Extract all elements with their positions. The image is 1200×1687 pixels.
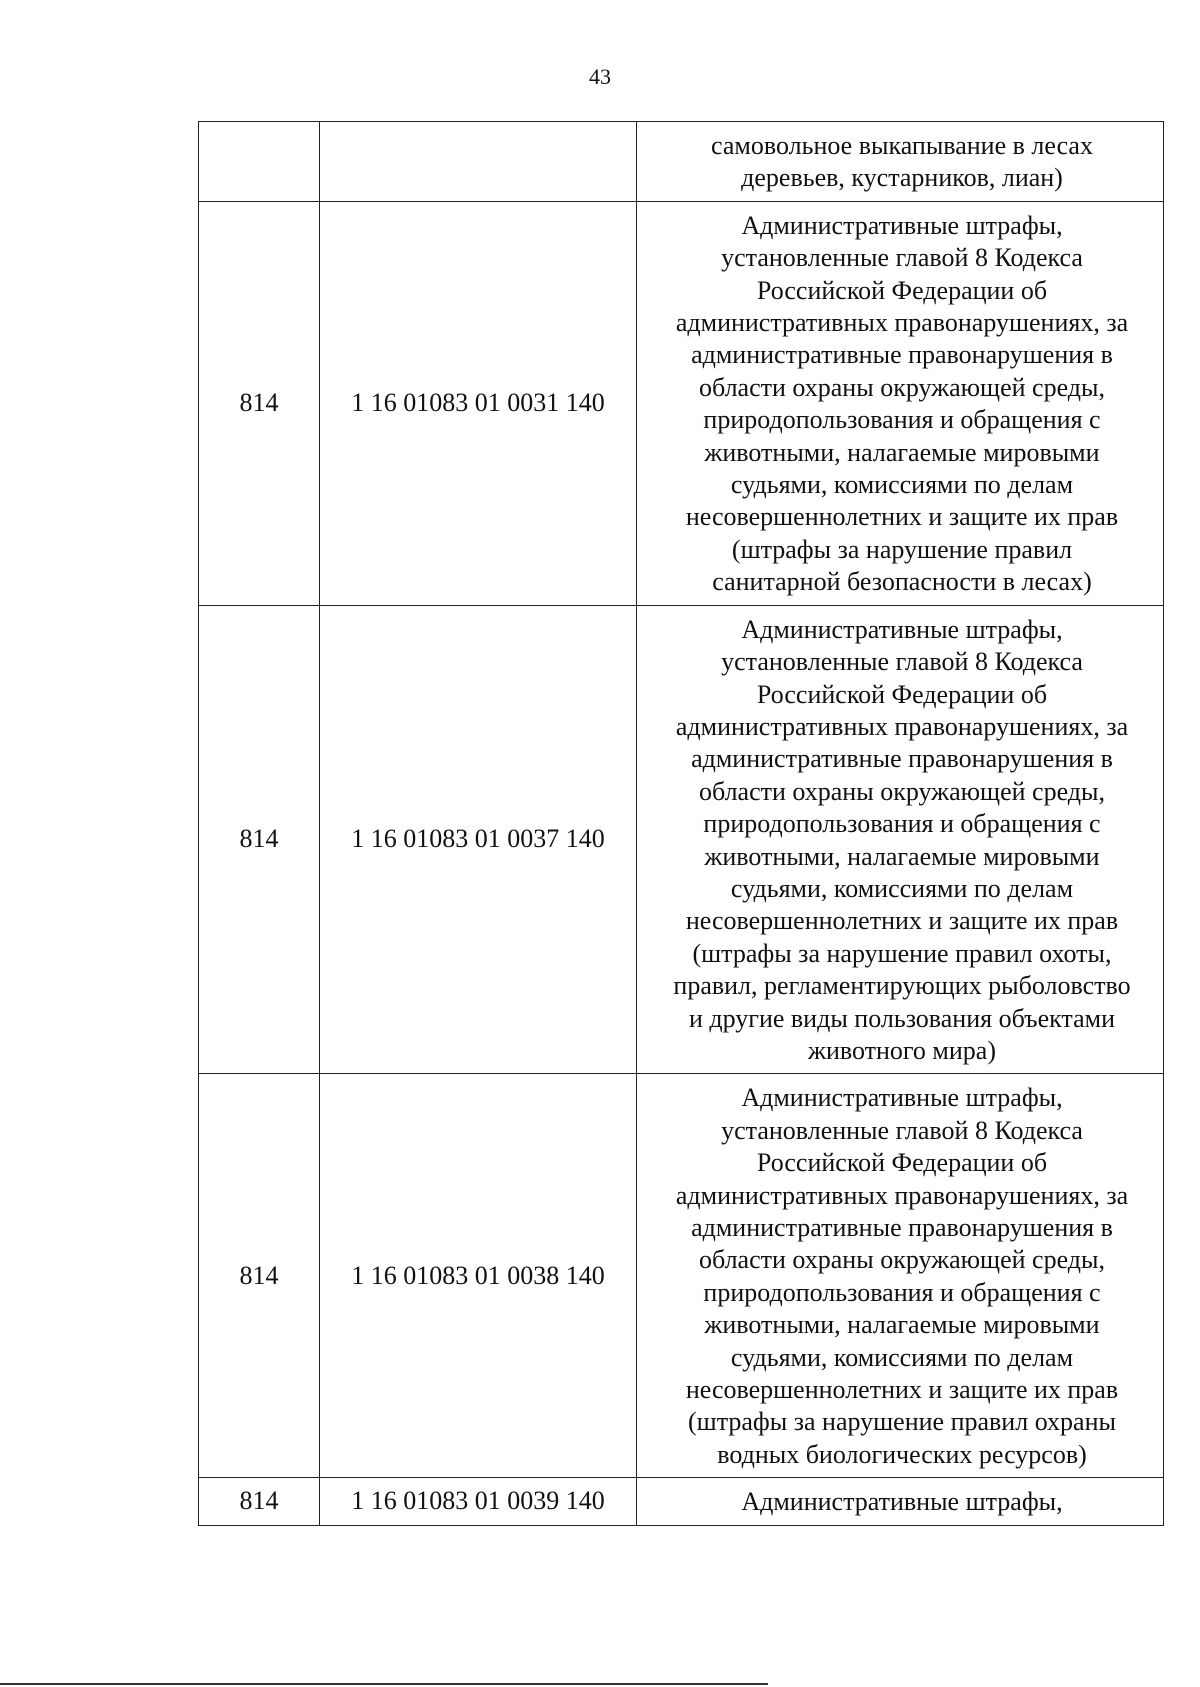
description-line: животного мира) bbox=[808, 1035, 996, 1065]
description-line: природопользования и обращения с bbox=[703, 809, 1101, 839]
description-line: области охраны окружающей среды, bbox=[699, 372, 1105, 402]
description-line: природопользования и обращения с bbox=[703, 1277, 1101, 1307]
description-line: установленные главой 8 Кодекса bbox=[721, 243, 1083, 273]
budget-code-cell: 1 16 01083 01 0039 140 bbox=[320, 1478, 637, 1525]
bottom-rule bbox=[0, 1683, 768, 1685]
admin-code-cell: 814 bbox=[199, 1074, 320, 1478]
admin-code-cell: 814 bbox=[199, 201, 320, 605]
description-line: и другие виды пользования объектами bbox=[688, 1003, 1116, 1033]
description-line: установленные главой 8 Кодекса bbox=[721, 1115, 1083, 1145]
description-line: Российской Федерации об bbox=[756, 679, 1048, 709]
description-line: Административные штрафы, bbox=[741, 614, 1063, 644]
description-line: административные правонарушения в bbox=[691, 1213, 1113, 1242]
table-row bbox=[199, 1074, 1164, 1478]
description-line: административных правонарушениях, за bbox=[675, 1180, 1129, 1210]
budget-code-cell: 1 16 01083 01 0037 140 bbox=[320, 605, 637, 1074]
table-row bbox=[199, 201, 1164, 605]
description-line: административные правонарушения в bbox=[691, 744, 1113, 774]
description-line: природопользования и обращения с bbox=[703, 405, 1101, 435]
description-cell bbox=[637, 1074, 1164, 1478]
description-line: административных правонарушениях, за bbox=[675, 308, 1129, 338]
admin-code-cell bbox=[199, 122, 320, 202]
description-line: судьями, комиссиями по делам bbox=[730, 1342, 1074, 1372]
description-cell bbox=[637, 1478, 1164, 1525]
description-line: санитарной безопасности в лесах) bbox=[712, 567, 1092, 597]
table-row bbox=[199, 122, 1164, 202]
budget-code-cell: 1 16 01083 01 0031 140 bbox=[320, 201, 637, 605]
description-line: несовершеннолетних и защите их прав bbox=[685, 1375, 1119, 1405]
description-line: (штрафы за нарушение правил охраны bbox=[688, 1407, 1116, 1437]
description-line: (штрафы за нарушение правил охоты, bbox=[692, 938, 1112, 968]
description-line: Административные штрафы, bbox=[741, 1083, 1063, 1113]
description-line: несовершеннолетних и защите их прав bbox=[685, 502, 1119, 532]
description-line: области охраны окружающей среды, bbox=[699, 1245, 1105, 1275]
description-cell bbox=[637, 605, 1164, 1074]
description-line: административных правонарушениях, за bbox=[675, 711, 1129, 741]
budget-codes-table bbox=[198, 121, 1164, 1526]
table-row bbox=[199, 1478, 1164, 1525]
description-line: административные правонарушения в bbox=[691, 340, 1113, 370]
description-line: водных биологических ресурсов) bbox=[717, 1439, 1087, 1469]
description-line: судьями, комиссиями по делам bbox=[730, 470, 1074, 500]
budget-code-cell: 1 16 01083 01 0038 140 bbox=[320, 1074, 637, 1478]
description-line: животными, налагаемые мировыми bbox=[704, 437, 1100, 467]
page-number: 43 bbox=[589, 64, 611, 89]
description-line: Административные штрафы, bbox=[741, 210, 1063, 240]
admin-code-cell: 814 bbox=[199, 605, 320, 1074]
budget-code-cell bbox=[320, 122, 637, 202]
description-line: установленные главой 8 Кодекса bbox=[721, 647, 1083, 677]
description-line: животными, налагаемые мировыми bbox=[704, 1310, 1100, 1340]
description-line: деревьев, кустарников, лиан) bbox=[741, 163, 1063, 193]
admin-code-cell: 814 bbox=[199, 1478, 320, 1525]
description-line: несовершеннолетних и защите их прав bbox=[685, 906, 1119, 936]
description-line: Российской Федерации об bbox=[756, 275, 1048, 305]
description-line: Административные штрафы, bbox=[741, 1487, 1063, 1517]
description-line: (штрафы за нарушение правил bbox=[731, 534, 1073, 564]
description-line: самовольное выкапывание в лесах bbox=[711, 131, 1093, 160]
description-cell bbox=[637, 201, 1164, 605]
description-line: области охраны окружающей среды, bbox=[699, 776, 1105, 806]
description-line: судьями, комиссиями по делам bbox=[730, 873, 1074, 903]
description-line: правил, регламентирующих рыболовство bbox=[673, 971, 1131, 1001]
description-line: животными, налагаемые мировыми bbox=[704, 841, 1100, 871]
table-row bbox=[199, 605, 1164, 1074]
table-body bbox=[199, 122, 1164, 1526]
description-line: Российской Федерации об bbox=[756, 1148, 1048, 1178]
description-cell bbox=[637, 122, 1164, 202]
